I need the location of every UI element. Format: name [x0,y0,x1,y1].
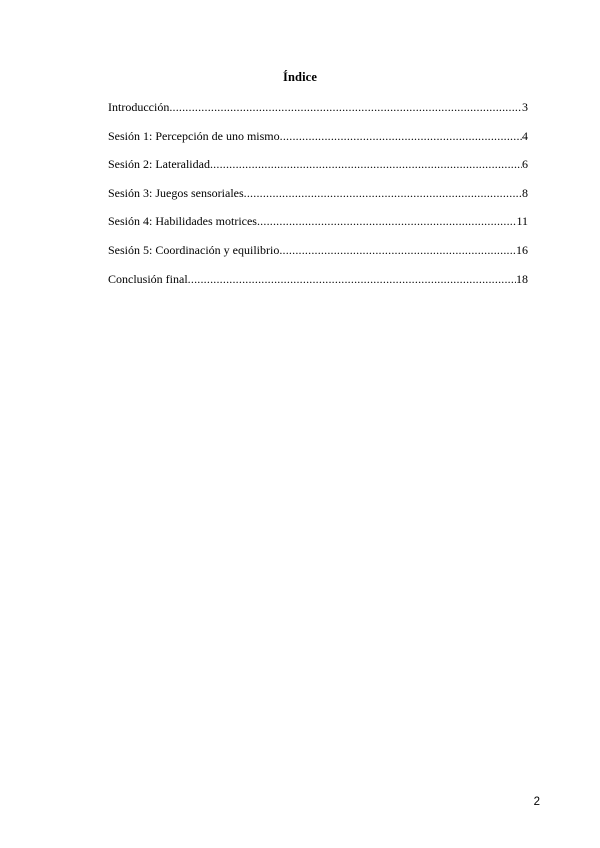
toc-entry-label: Introducción [108,100,170,114]
toc-entry-sesion-4[interactable] [108,213,528,242]
index-title: Índice [283,70,317,84]
toc-entry-page: 16 [516,242,528,257]
toc-dot-leader [169,99,522,115]
toc-entry-label: Conclusión final [108,271,188,286]
table-of-contents [108,99,528,299]
toc-entry-sesion-2[interactable] [108,156,528,185]
toc-dot-leader [279,242,516,258]
toc-dot-leader [244,185,522,201]
toc-entry-page: 4 [522,128,528,143]
toc-entry-page: 11 [516,214,528,229]
toc-entry-sesion-1[interactable] [108,128,528,157]
toc-dot-leader [188,271,516,287]
toc-entry-label: Sesión 1: Percepción de uno mismo [108,128,280,143]
toc-entry-introduccion[interactable] [108,99,528,128]
toc-entry-label: Sesión 4: Habilidades motrices [108,214,257,229]
toc-dot-leader [210,156,522,172]
toc-entry-page: 18 [516,271,528,286]
toc-dot-leader [257,213,516,229]
toc-entry-conclusion-final[interactable] [108,271,528,300]
toc-entry-sesion-3[interactable] [108,185,528,214]
toc-entry-page: 8 [522,185,528,200]
toc-entry-label: Sesión 5: Coordinación y equilibrio [108,242,280,257]
toc-entry-label: Sesión 2: Lateralidad [108,157,210,172]
toc-entry-page: 3 [522,100,528,114]
toc-dot-leader [280,128,522,144]
page-number: 2 [533,796,540,808]
toc-entry-page: 6 [522,157,528,172]
toc-entry-label: Sesión 3: Juegos sensoriales [108,185,244,200]
toc-entry-sesion-5[interactable] [108,242,528,271]
